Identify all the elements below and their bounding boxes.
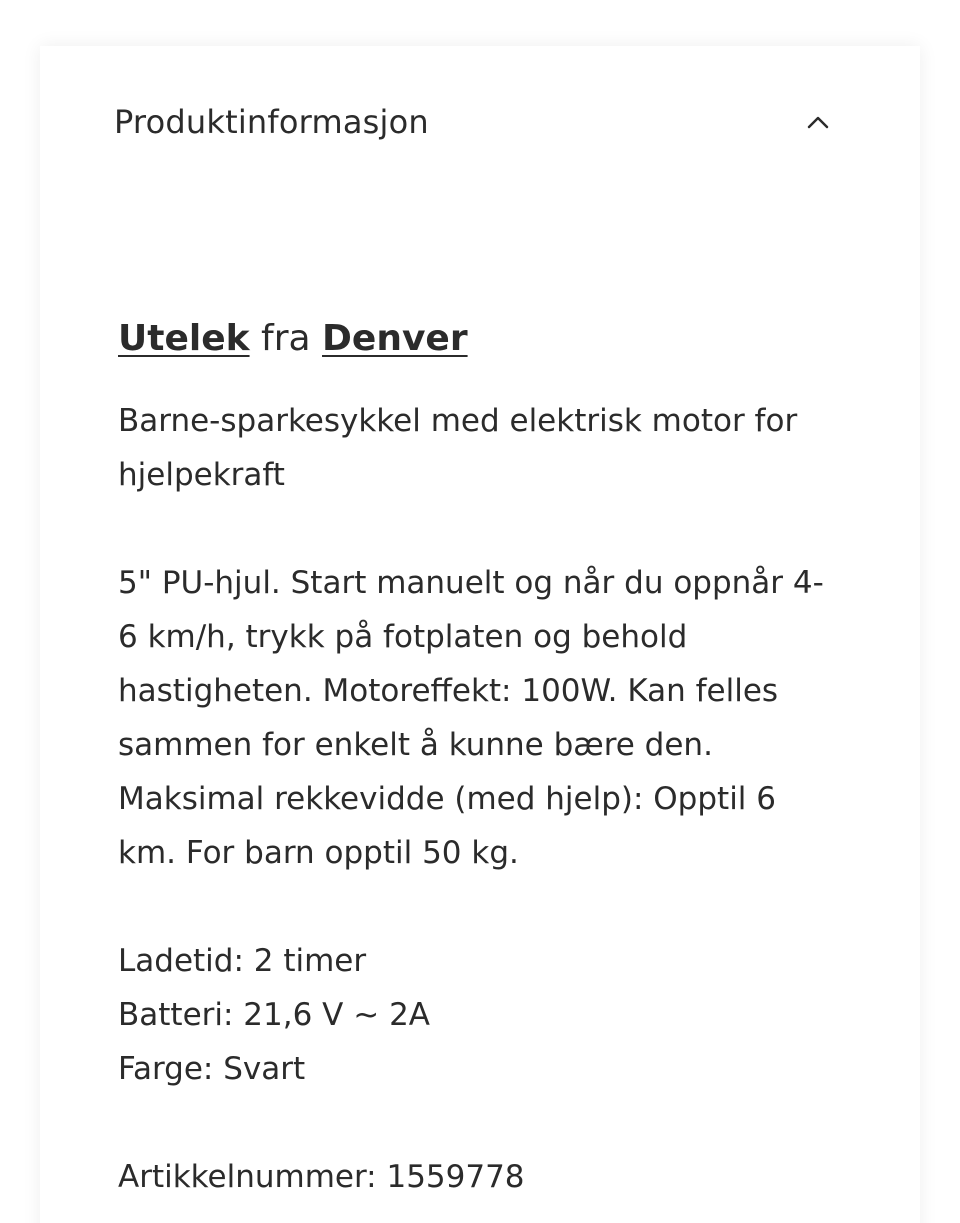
spec-battery: Batteri: 21,6 V ~ 2A: [118, 997, 430, 1033]
details-line: Maksimal rekkevidde (med hjelp): Opptil 6: [118, 781, 776, 817]
spec-color: Farge: Svart: [118, 1051, 306, 1087]
product-details: [118, 556, 838, 880]
spec-charge-time: Ladetid: 2 timer: [118, 943, 367, 979]
product-info-card: [40, 46, 920, 1223]
category-link[interactable]: Utelek: [118, 318, 250, 359]
brand-line: [118, 316, 838, 362]
brand-connector: fra: [261, 318, 311, 359]
product-specs: [118, 934, 838, 1096]
product-info-content: [118, 316, 838, 1204]
brand-link[interactable]: Denver: [322, 318, 468, 359]
short-description: Barne-sparkesykkel med elektrisk motor for hjelpekraft: [118, 403, 798, 493]
article-number: Artikkelnummer: 1559778: [118, 1159, 525, 1195]
details-line: km. For barn opptil 50 kg.: [118, 835, 519, 871]
details-line: hastigheten. Motoreffekt: 100W. Kan felles: [118, 673, 779, 709]
product-info-accordion-header[interactable]: [40, 46, 920, 196]
details-line: 6 km/h, trykk på fotplaten og behold: [118, 619, 688, 655]
accordion-title: Produktinformasjon: [114, 103, 429, 141]
chevron-up-icon[interactable]: [804, 108, 832, 136]
details-line: sammen for enkelt å kunne bære den.: [118, 727, 713, 763]
details-line: 5" PU-hjul. Start manuelt og når du oppnår 4-: [118, 565, 824, 601]
